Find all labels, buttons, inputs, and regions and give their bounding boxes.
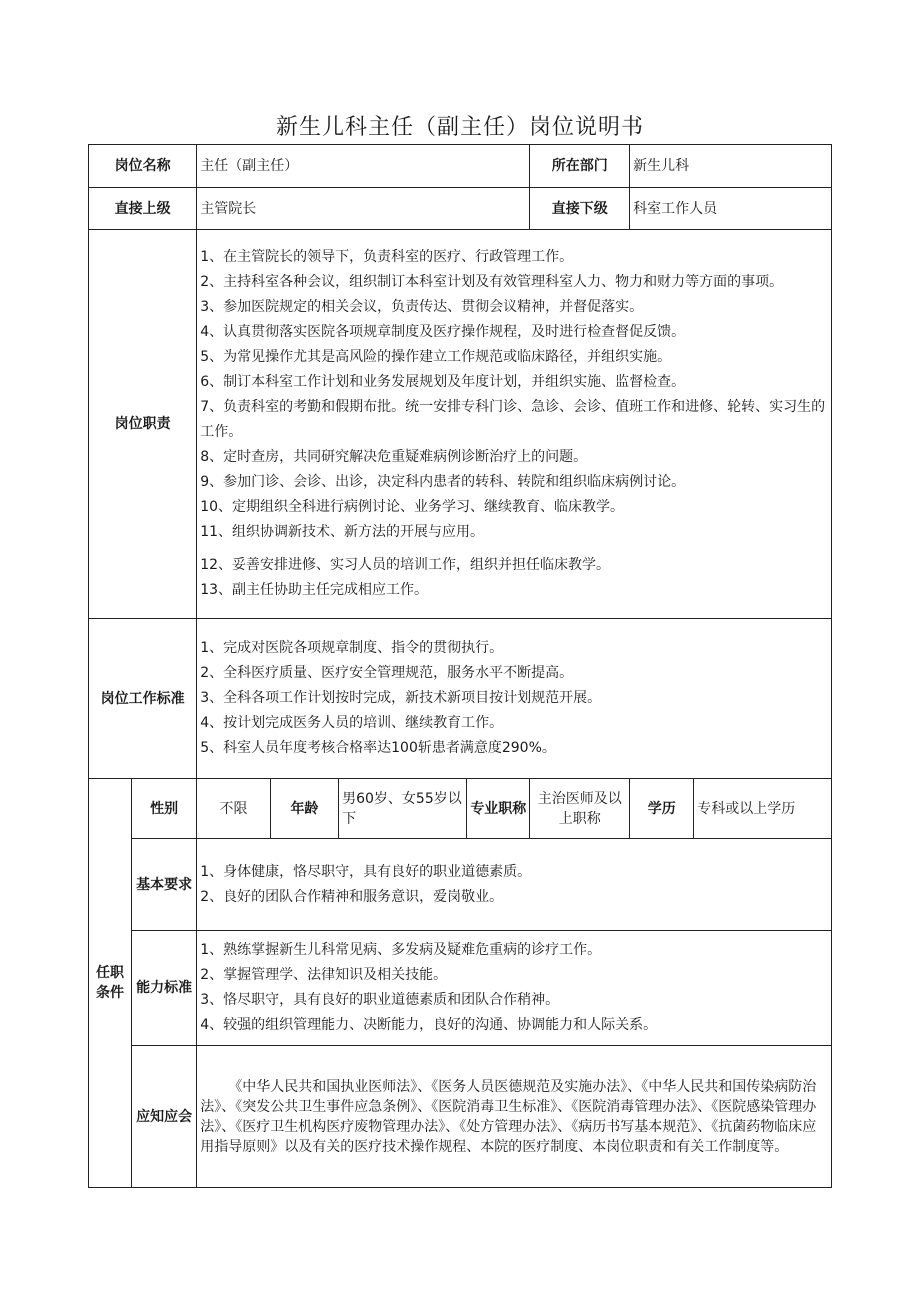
standard-item: 2、全科医疗质量、医疗安全管理规范，服务水平不断提高。 <box>200 665 574 681</box>
ability-item: 4、较强的组织管理能力、决断能力，良好的沟通、协调能力和人际关系。 <box>200 1017 658 1033</box>
dept-label: 所在部门 <box>530 145 630 188</box>
standard-item: 5、科室人员年度考核合格率达100斩患者满意度290%。 <box>200 740 556 756</box>
knowledge-label: 应知应会 <box>132 1046 197 1188</box>
dept-value: 新生儿科 <box>630 145 832 188</box>
ability-item: 3、恪尽职守，具有良好的职业道德素质和团队合作稍神。 <box>200 992 560 1008</box>
age-label: 年龄 <box>270 779 338 839</box>
page-title: 新生儿科主任（副主任）岗位说明书 <box>275 115 644 140</box>
edu-label: 学历 <box>630 779 694 839</box>
duty-item: 13、副主任协助主任完成相应工作。 <box>200 582 429 598</box>
duties-list <box>197 230 832 619</box>
duty-item: 5、为常见操作尤其是高风险的操作建立工作规范或临床路径，并组织实施。 <box>200 349 672 365</box>
basic-requirements-list <box>197 839 832 931</box>
row-post-name <box>89 145 832 188</box>
ability-item: 1、熟练掌握新生儿科常见病、多发病及疑难危重病的诊疗工作。 <box>200 942 602 958</box>
duty-item: 10、定期组织全科进行病例讨论、业务学习、继续教育、临床教学。 <box>200 499 625 515</box>
row-superior <box>89 188 832 230</box>
standards-label: 岗位工作标准 <box>89 619 197 779</box>
standard-item: 3、全科各项工作计划按时完成，新技术新项目按计划规范开展。 <box>200 690 602 706</box>
knowledge-cell <box>197 1046 832 1188</box>
row-basic-attributes <box>89 779 832 839</box>
row-duties <box>89 230 832 619</box>
edu-value: 专科或以上学历 <box>694 779 832 839</box>
duty-item: 4、认真贯彻落实医院各项规章制度及医疗操作规程，及时进行检查督促反馈。 <box>200 324 686 340</box>
duty-item: 12、妥善安排进修、实习人员的培训工作，组织并担任临床教学。 <box>200 557 611 573</box>
age-value: 男60岁、女55岁以下 <box>339 779 467 839</box>
standards-list <box>197 619 832 779</box>
duty-item: 8、定时查房，共同研究解决危重疑难病例诊断治疗上的问题。 <box>200 449 588 465</box>
subordinate-label: 直接下级 <box>530 188 630 230</box>
duty-item: 1、在主管院长的领导下，负责科室的医疗、行政管理工作。 <box>200 249 574 265</box>
qualifications-label: 任职条件 <box>89 779 132 1188</box>
title-label: 专业职称 <box>467 779 530 839</box>
duties-label: 岗位职责 <box>89 230 197 619</box>
ability-item: 2、掌握管理学、法律知识及相关技能。 <box>200 967 448 983</box>
gender-label: 性别 <box>132 779 197 839</box>
duty-item: 3、参加医院规定的相关会议，负责传达、贯彻会议精神，并督促落实。 <box>200 299 644 315</box>
row-basic-requirements <box>89 839 832 931</box>
title-value: 主治医师及以上职称 <box>530 779 630 839</box>
duty-item: 7、负责科室的考勤和假期布批。统一安排专科门诊、急诊、会诊、值班工作和进修、轮转、实习生的工作。 <box>200 399 826 440</box>
superior-label: 直接上级 <box>89 188 197 230</box>
post-name-label: 岗位名称 <box>89 145 197 188</box>
post-name-value: 主任（副主任） <box>197 145 530 188</box>
duty-item: 6、制订本科室工作计划和业务发展规划及年度计划，并组织实施、监督检查。 <box>200 374 686 390</box>
ability-list <box>197 931 832 1046</box>
duty-item: 9、参加门诊、会诊、出诊，决定科内患者的转科、转院和组织临床病例讨论。 <box>200 474 686 490</box>
basic-item: 2、良好的团队合作精神和服务意识，爱岗敬业。 <box>200 888 504 905</box>
knowledge-text: 《中华人民共和国执业医师法》、《医务人员医德规范及实施办法》、《中华人民共和国传染病防治法》、《突发公共卫生事件应急条例》、《医院消毒卫生标准》、《医院消毒管理办法》、《医院感染管理办法》、《医疗卫生机构医疗废物管理办法》、《处方管理办法》、《病历书写基本规范》、《抗菌药物临床应用指导原则》以及有关的医疗技术操作规程、本院的医疗制度、本岗位职责和有关工作制度等。 <box>200 1078 817 1155</box>
duty-item: 2、主持科室各种会议，组织制订本科室计划及有效管理科室人力、物力和财力等方面的事项。 <box>200 274 784 290</box>
ability-label: 能力标准 <box>132 931 197 1046</box>
superior-value: 主管院长 <box>197 188 530 230</box>
basic-item: 1、身体健康，恪尽职守，具有良好的职业道德素质。 <box>200 863 532 880</box>
standard-item: 1、完成对医院各项规章制度、指令的贯彻执行。 <box>200 640 504 656</box>
duty-item: 11、组织协调新技术、新方法的开展与应用。 <box>200 524 485 540</box>
row-knowledge <box>89 1046 832 1188</box>
row-standards <box>89 619 832 779</box>
gender-value: 不限 <box>197 779 271 839</box>
subordinate-value: 科室工作人员 <box>630 188 832 230</box>
job-description-table <box>88 144 832 1188</box>
standard-item: 4、按计划完成医务人员的培训、继续教育工作。 <box>200 715 504 731</box>
row-ability <box>89 931 832 1046</box>
basic-requirements-label: 基本要求 <box>132 839 197 931</box>
